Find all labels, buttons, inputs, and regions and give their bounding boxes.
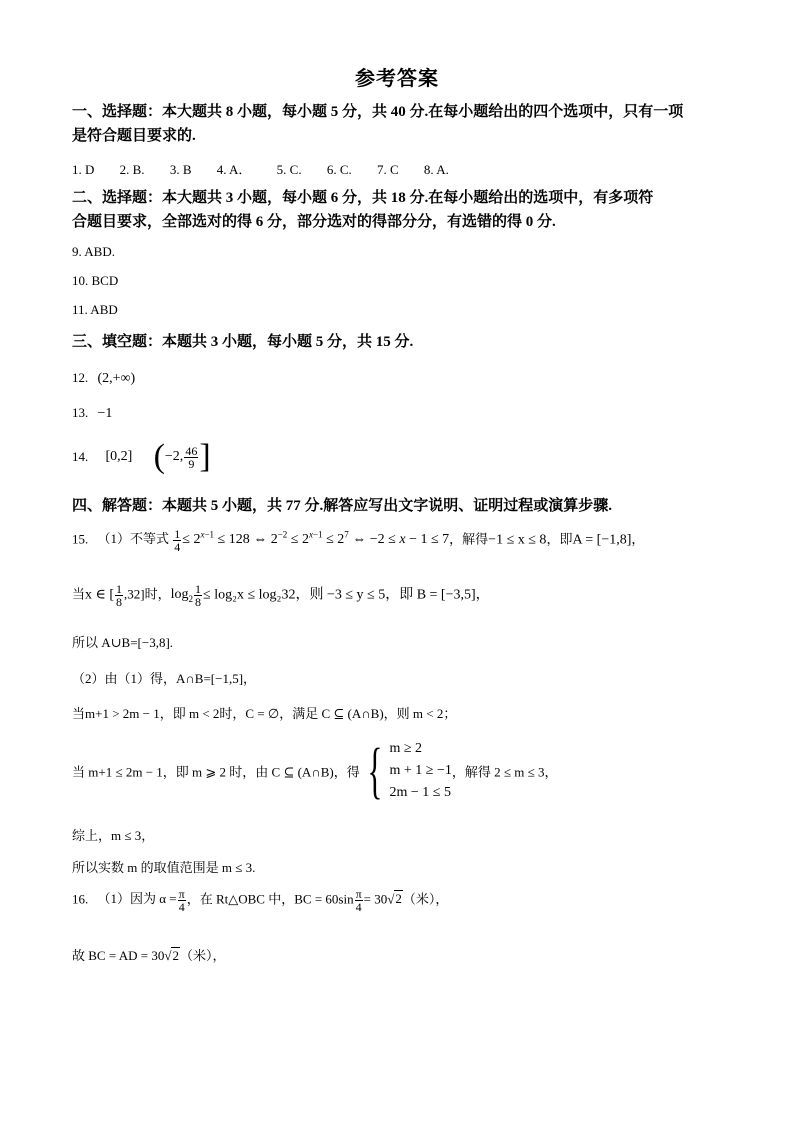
answer-14-value2: (−2, $\frac{46}{9}$ ]	[153, 438, 211, 475]
q15-summary: 综上，m ≤ 3，	[72, 828, 155, 843]
answer-12-value: (2,+∞)	[97, 371, 136, 386]
q15-line1: 15. （1）不等式 $\frac{1}{4}$ ≤ $2^{x-1} \le 128$ ⇔ $2^{-2} \le 2^{x-1} \le 2^7$ ⇔ −2 ≤ x − 1 ≤ 7，解得−1 ≤ x ≤ 8，即A = [−1,8]，	[72, 527, 645, 554]
q15-case1: 当m+1 > 2m − 1，即 m < 2时，C = ∅，满足 C ⊆ (A∩B)，则 m < 2；	[72, 706, 457, 721]
answer-13: 13. −1	[72, 405, 113, 421]
section4-heading: 四、解答题：本题共 5 小题，共 77 分.解答应写出文字说明、证明过程或演算步骤.	[72, 498, 613, 514]
section2-heading-line1: 二、选择题：本大题共 3 小题，每小题 6 分，共 18 分.在每小题给出的选项中，有多项符	[72, 190, 654, 206]
q15-union: 所以 A∪B=[−3,8].	[72, 635, 174, 650]
q16-line2: 故 BC = AD = 30√2（米），	[72, 948, 226, 963]
q16-line1: 16. （1）因为 α = $\frac{\pi}{4}$ ，在 Rt△OBC 中，BC = 60sin $\frac{\pi}{4}$ = 30√2（米），	[72, 887, 449, 914]
answer-9: 9. ABD.	[72, 244, 115, 259]
answer-2: 2. B.	[119, 162, 145, 177]
section3-heading: 三、填空题：本题共 3 小题，每小题 5 分，共 15 分.	[72, 334, 414, 350]
q15-system: m ≥ 2 m + 1 ≥ −1 2m − 1 ≤ 5	[389, 741, 452, 800]
answer-14: 14. [0,2] (−2, $\frac{46}{9}$ ]	[72, 438, 211, 475]
page-title: 参考答案	[355, 68, 439, 90]
q15-conclusion: 所以实数 m 的取值范围是 m ≤ 3.	[72, 860, 256, 875]
answer-4: 4. A．	[216, 162, 252, 177]
answer-1: 1. D	[72, 162, 95, 177]
answer-14-value1: [0,2]	[105, 449, 133, 464]
q15-part2: （2）由（1）得，A∩B=[−1,5]，	[72, 671, 257, 686]
q15-line2: 当x ∈ [ $\frac{1}{8}$ ,32]时，$\log_2$ $\frac{1}{8}$ ≤ log₂x ≤ log₂32，则 −3 ≤ y ≤ 5，即 B = [−3,5]，	[72, 582, 490, 609]
answer-13-value: −1	[97, 406, 113, 421]
answer-7: 7. C	[377, 162, 399, 177]
answer-6: 6. C.	[326, 162, 352, 177]
section1-answers	[72, 159, 449, 178]
answer-12: 12. (2,+∞)	[72, 370, 136, 386]
q15-case2: 当 m+1 ≤ 2m − 1，即 m ⩾ 2 时，由 C ⊆ (A∩B)，得 { m ≥ 2 m + 1 ≥ −1 2m − 1 ≤ 5 ，解得 2 ≤ m ≤ 3，	[72, 737, 558, 805]
answer-11: 11. ABD	[72, 302, 118, 317]
section1-heading-line1: 一、选择题：本大题共 8 小题，每小题 5 分，共 40 分.在每小题给出的四个选项中，只有一项	[72, 104, 684, 120]
section1-heading-line2: 是符合题目要求的.	[72, 128, 196, 144]
section2-heading-line2: 合题目要求，全部选对的得 6 分，部分选对的得部分分，有选错的得 0 分.	[72, 214, 556, 230]
answer-8: 8. A.	[423, 162, 449, 177]
answer-3: 3. B	[169, 162, 192, 177]
answer-10: 10. BCD	[72, 273, 119, 288]
answer-5: 5. C.	[276, 162, 302, 177]
